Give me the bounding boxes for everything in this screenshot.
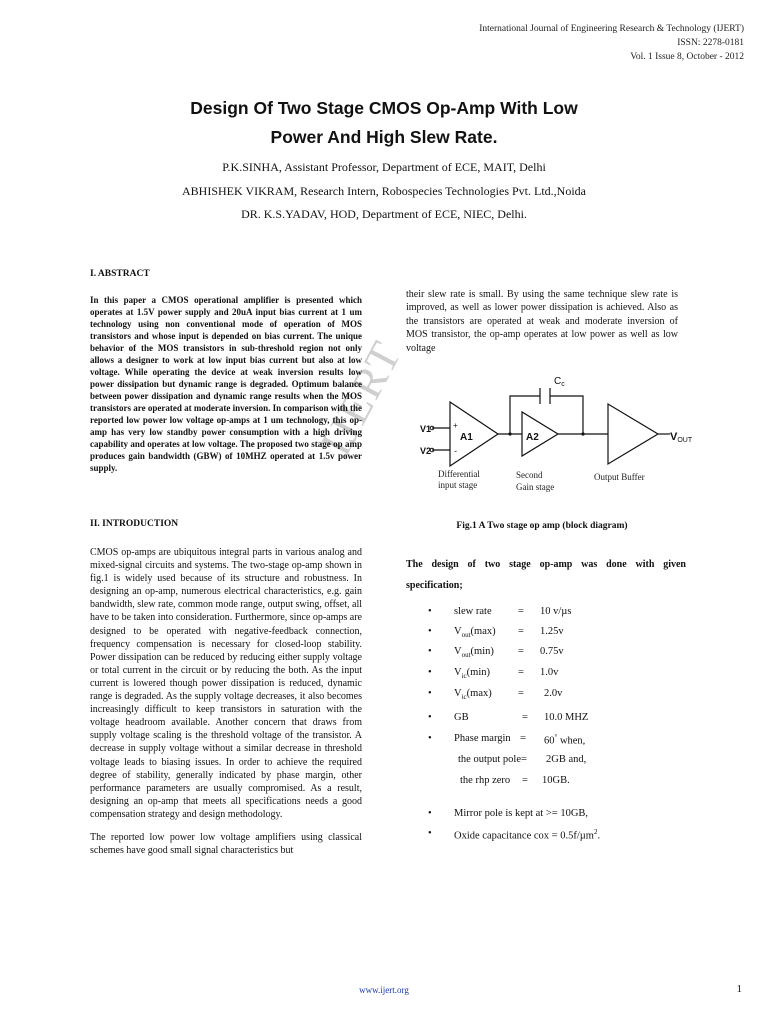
journal-header <box>479 22 744 65</box>
stage3-label: Output Buffer <box>594 472 645 482</box>
vout-label: VOUT <box>670 431 693 444</box>
author-list <box>0 156 768 227</box>
figure-caption: Fig.1 A Two stage op amp (block diagram) <box>456 521 628 531</box>
plus-sign: + <box>453 421 458 430</box>
journal-name: International Journal of Engineering Research & Technology (IJERT) <box>479 24 744 34</box>
right-column-text: their slew rate is small. By using the same technique slew rate is improved, as well as lower power dissipation is achieved. Also as the transistors are operated at weak and moderate inversion of MOS transistor, the op-amp operates at low power as well as low voltage <box>406 289 678 354</box>
stage1-label-line2: input stage <box>438 480 478 490</box>
block-diagram <box>418 370 708 500</box>
journal-issn: ISSN: 2278-0181 <box>677 38 744 49</box>
paper-title <box>0 94 768 152</box>
page-number: 1 <box>736 983 742 995</box>
author-2: ABHISHEK VIKRAM, Research Intern, Robospecies Technologies Pvt. Ltd.,Noida <box>182 183 586 198</box>
stage2-label-line1: Second <box>516 470 543 480</box>
cc-label: $C_c$ <box>554 376 565 388</box>
v1-label: V1 <box>420 424 432 434</box>
footer-link[interactable]: www.ijert.org <box>359 985 409 995</box>
watermark: IJERT <box>310 332 412 464</box>
title-line-2: Power And High Slew Rate. <box>270 127 498 147</box>
stage2-label-line2: Gain stage <box>516 482 555 492</box>
a1-label: A1 <box>460 432 473 443</box>
a2-label: A2 <box>526 432 539 443</box>
v2-label: V2 <box>420 446 432 456</box>
stage1-label-line1: Differential <box>438 469 480 479</box>
author-1: P.K.SINHA, Assistant Professor, Department of ECE, MAIT, Delhi <box>222 160 546 174</box>
author-3: DR. K.S.YADAV, HOD, Department of ECE, NIEC, Delhi. <box>241 207 527 221</box>
abstract-heading: I. ABSTRACT <box>90 269 150 279</box>
a1-amplifier-shape <box>450 402 498 466</box>
intro-heading: II. INTRODUCTION <box>90 519 179 529</box>
intro-paragraph-1: CMOS op-amps are ubiquitous integral parts in various analog and mixed-signal circuits and systems. The two-stage op-amp shown in fig.1 is widely used because of its structure and robustness. In designing an op-amp, numerous electrical characteristics, e.g. gain bandwidth, slew rate, common mode range, output swing, offset, all have to be taken into consideration. Furthermore, since op-amps are designed to be operated with negative-feedback connection, frequency compensation is necessary for closed-loop stability. Power dissipation can be reduced by reducing either supply voltage or total current in the circuit or by reducing the both. As the input current is lowered though power dissipation is reduced, dynamic range is degraded. As the supply voltage decreases, it also becomes increasingly difficult to keep transistors in saturation with the voltage headroom available. Another concern that draws from supply voltage scaling is the threshold voltage of the transistor. A decrease in supply voltage without a similar decrease in threshold voltage leads to biasing issues. In order to achieve the required degree of stability, generally indicated by phase margin, other performance parameters are usually compromised. As a result, designing an op-amp that meets all specifications needs a good compensation strategy and design methodology. <box>90 547 362 820</box>
abstract-text: In this paper a CMOS operational amplifier is presented which operates at 1.5V power supply and 20uA input bias current at 1 um technology using non conventional mode of operation of MOS transistors and whose input is depended on bias current. The unique behavior of the MOS transistors in sub-threshold region not only allows a designer to work at low input bias current but also at low voltage. While operating the device at weak inversion results low power dissipation but dynamic range is degraded. Optimum balance between power dissipation and dynamic range results when the MOS transistors are operated at moderate inversion. In comparison with the reported low power low voltage op-amps at 1 um technology, this op-amp has very low standby power consumption with a high driving capability and operates at low voltage. The proposed two stage op amp produces gain bandwidth (GBW) of 10MHZ operated at 1.5v power supply. <box>90 295 362 473</box>
output-buffer-shape <box>608 404 658 464</box>
spec-intro: The design of two stage op-amp was done with given specification; <box>406 559 686 591</box>
journal-volume: Vol. 1 Issue 8, October - 2012 <box>630 52 744 63</box>
minus-sign: - <box>454 446 457 456</box>
intro-body <box>90 546 362 867</box>
title-line-1: Design Of Two Stage CMOS Op-Amp With Low <box>190 98 578 118</box>
intro-paragraph-2: The reported low power low voltage amplifiers using classical schemes have good small signal characteristics but <box>90 831 362 857</box>
